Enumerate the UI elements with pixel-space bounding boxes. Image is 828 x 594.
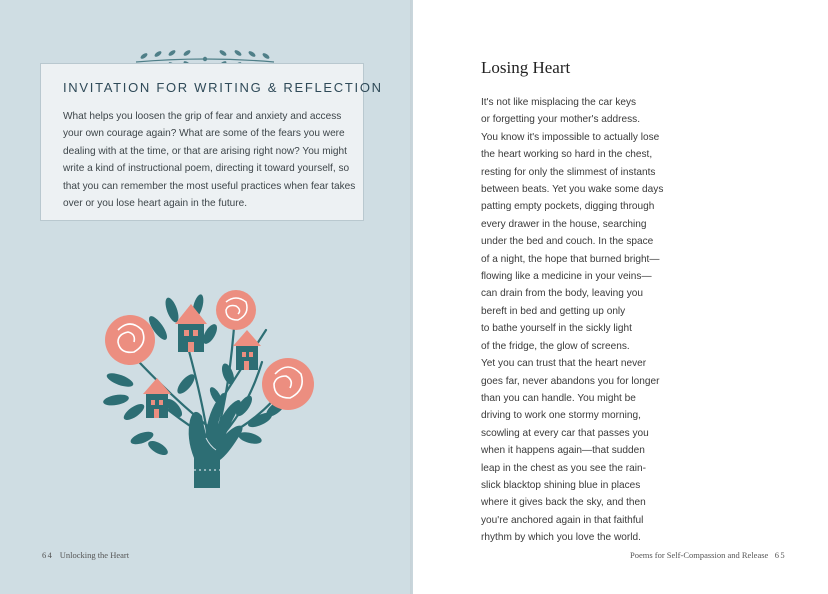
right-footer (630, 550, 786, 560)
poem-line: when it happens again—that sudden (481, 445, 645, 457)
poem-line: where it gives back the sky, and then (481, 497, 646, 509)
poem-line: scowling at every car that passes you (481, 427, 649, 439)
section-title-right: Poems for Self-Compassion and Release (629, 550, 769, 560)
poem-line: resting for only the slimmest of instants (481, 166, 656, 178)
page-number-right: 65 (774, 550, 786, 560)
page-number-left: 64 (42, 550, 54, 560)
poem-line: to bathe yourself in the sickly light (481, 323, 632, 335)
left-page (0, 0, 413, 594)
poem-line: rhythm by which you love the world. (481, 532, 641, 544)
hand-houses-roses-illustration-icon (98, 288, 318, 498)
poem-line: It's not like misplacing the car keys (481, 97, 637, 108)
poem-line: can drain from the body, leaving you (481, 288, 643, 300)
poem-line: slick blacktop shining blue in places (481, 479, 641, 491)
poem-line: or forgetting your mother's address. (481, 114, 641, 126)
invitation-box (40, 63, 383, 221)
poem-line: goes far, never abandons you for longer (481, 375, 660, 387)
poem-line: Yet you can trust that the heart never (481, 358, 647, 370)
poem-line: the heart working so hard in the chest, (481, 149, 653, 161)
poem-line: under the bed and couch. In the space (481, 236, 654, 248)
poem-body (481, 94, 663, 547)
invitation-body: What helps you loosen the grip of fear and anxiety and access your own courage again? What are some of the fears you were dealing with at the time, or that are arising right now? You might write a kind of instructional poem, directing it toward yourself, so that you can remember the most useful practices when fear takes over or you lose heart again in the future. (63, 111, 356, 210)
poem-line: You know it's impossible to actually lose (481, 131, 660, 143)
poem-line: every drawer in the house, searching (481, 218, 647, 230)
invitation-title: INVITATION FOR WRITING & REFLECTION (63, 80, 383, 95)
poem-line: than you can handle. You might be (481, 392, 636, 404)
poem-line: flowing like a medicine in your veins— (481, 271, 652, 283)
poem-line: patting empty pockets, digging through (481, 201, 655, 213)
section-title-left: Unlocking the Heart (59, 550, 130, 560)
poem-title: Losing Heart (481, 58, 571, 77)
poem-line: you're anchored again in that faithful (481, 514, 644, 526)
poem-line: bereft in bed and getting up only (481, 305, 626, 317)
poem-line: between beats. Yet you wake some days (481, 184, 664, 196)
left-footer (42, 550, 129, 560)
poem-line: driving to work one stormy morning, (481, 410, 641, 422)
poem-line: leap in the chest as you see the rain- (481, 462, 646, 474)
right-page (413, 0, 828, 594)
poem-line: of a night, the hope that burned bright— (481, 253, 660, 265)
poem-line: of the fridge, the glow of screens. (481, 340, 630, 352)
